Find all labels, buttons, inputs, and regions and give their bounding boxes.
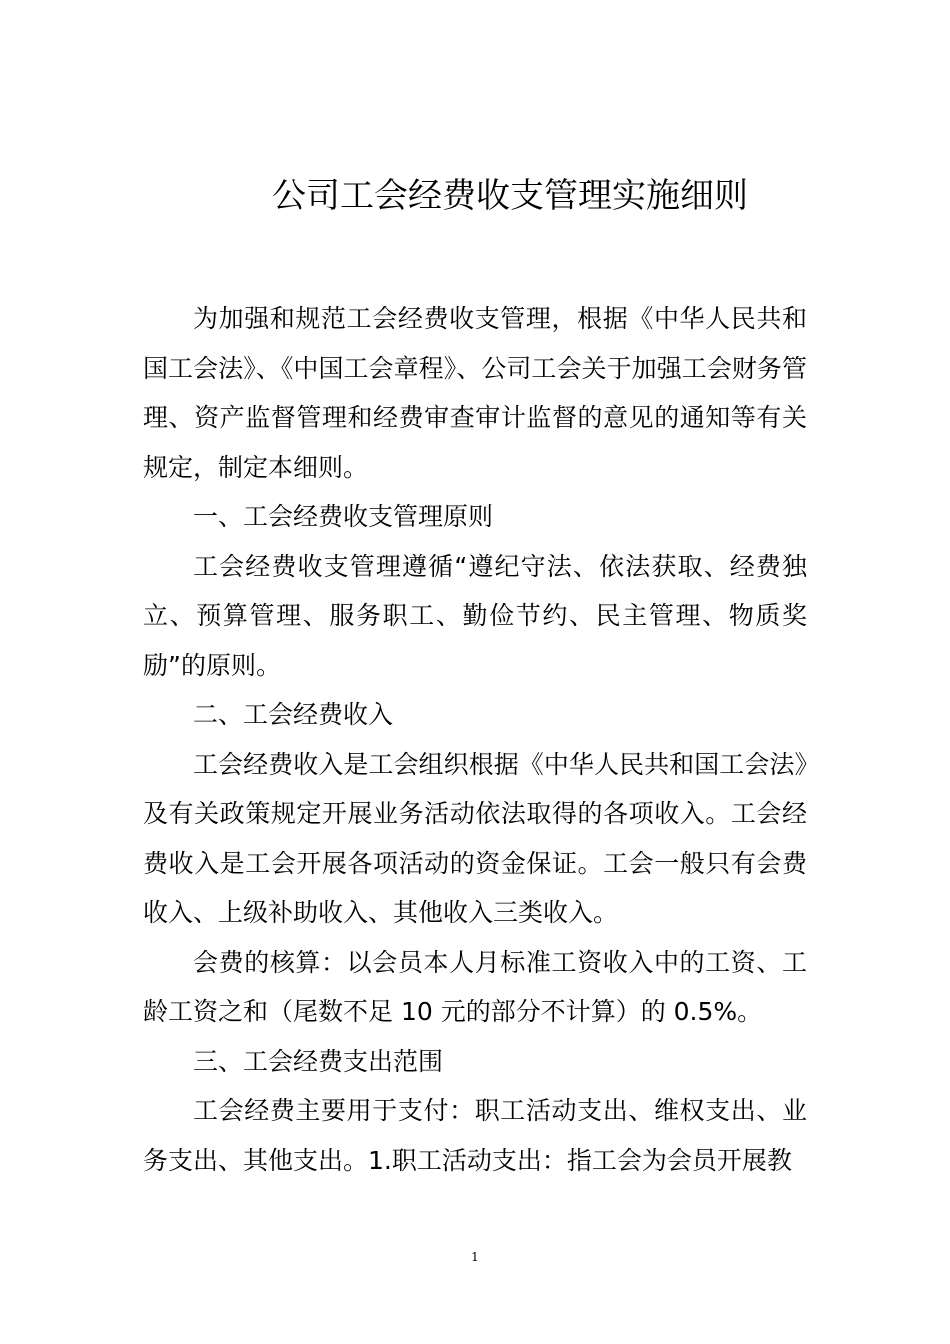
page-number: 1	[471, 1250, 479, 1264]
paragraph-expenditure: 工会经费主要用于支付：职工活动支出、维权支出、业务支出、其他支出。1.职工活动支出：指工会为会员开展教	[143, 1096, 807, 1175]
section-heading-3: 三、工会经费支出范围	[193, 1046, 444, 1076]
document-title: 公司工会经费收支管理实施细则	[272, 176, 748, 216]
section-heading-2: 二、工会经费收入	[193, 700, 394, 729]
paragraph-intro: 为加强和规范工会经费收支管理，根据《中华人民共和国工会法》、《中国工会章程》、公司工会关于加强工会财务管理、资产监督管理和经费审查审计监督的意见的通知等有关规定，制定本细则。	[143, 304, 807, 482]
document-body	[143, 294, 807, 1185]
paragraph-income: 工会经费收入是工会组织根据《中华人民共和国工会法》及有关政策规定开展业务活动依法取得的各项收入。工会经费收入是工会开展各项活动的资金保证。工会一般只有会费收入、上级补助收入、其他收入三类收入。	[143, 749, 807, 927]
paragraph-dues-calculation: 会费的核算：以会员本人月标准工资收入中的工资、工龄工资之和（尾数不足 10 元的部分不计算）的 0.5%。	[143, 947, 807, 1026]
section-heading-1: 一、工会经费收支管理原则	[193, 502, 494, 531]
paragraph-principles: 工会经费收支管理遵循“遵纪守法、依法获取、经费独立、预算管理、服务职工、勤俭节约、民主管理、物质奖励”的原则。	[143, 551, 807, 680]
